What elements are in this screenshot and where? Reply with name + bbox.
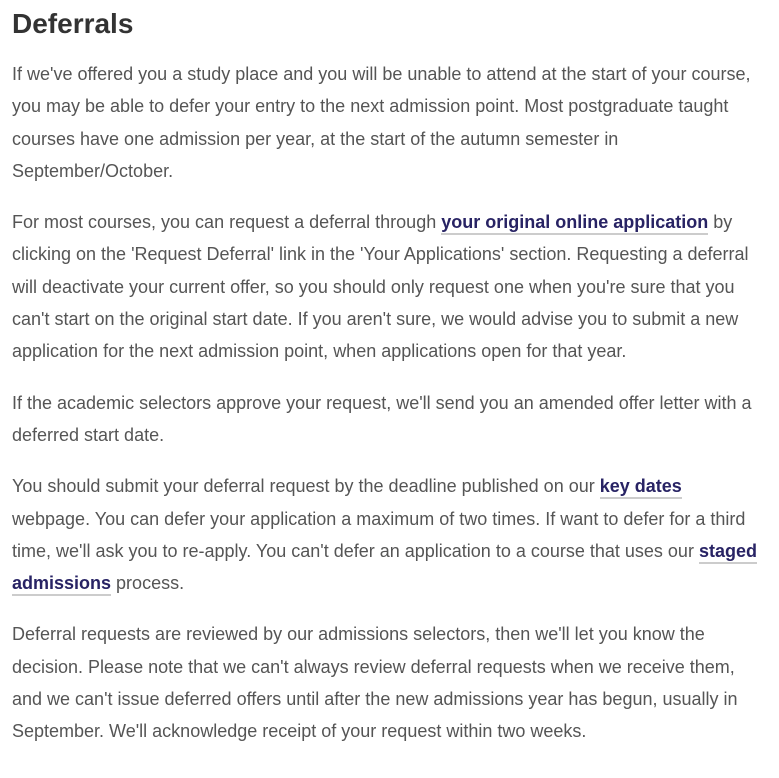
paragraph-text: You should submit your deferral request by the deadline published on our <box>12 476 600 497</box>
paragraph-text: by clicking on the 'Request Deferral' link in the 'Your Applications' section. Requesting a deferral will deactivate your current offer, so you should only request one when you're sure that you can't start on the original start date. If you aren't sure, we would advise you to submit a new application for the next admission point, when applications open for that year. <box>12 212 749 362</box>
paragraph-deadlines <box>12 470 760 599</box>
paragraph-text: For most courses, you can request a deferral through <box>12 212 442 233</box>
link-key-dates[interactable]: key dates <box>600 476 682 499</box>
paragraph-text: process. <box>111 573 185 594</box>
paragraph-approval <box>12 387 760 452</box>
paragraph-request-deferral <box>12 206 760 367</box>
link-original-online-application[interactable]: your original online application <box>441 212 708 235</box>
paragraph-text: webpage. You can defer your application a maximum of two times. If want to defer for a third time, we'll ask you to re-apply. You can't defer an application to a course that uses our <box>12 508 746 561</box>
paragraph-intro <box>12 58 760 187</box>
page-title: Deferrals <box>12 8 134 39</box>
paragraph-text: If the academic selectors approve your request, we'll send you an amended offer letter with a deferred start date. <box>12 392 752 445</box>
paragraph-text: Deferral requests are reviewed by our admissions selectors, then we'll let you know the decision. Please note that we can't always review deferral requests when we receive them, and we can't issue deferred offers until after the new admissions year has begun, usually in September. We'll acknowledge receipt of your request within two weeks. <box>12 624 738 742</box>
link-staged-admissions[interactable]: staged admissions <box>12 541 757 596</box>
paragraph-text: If we've offered you a study place and you will be unable to attend at the start of your course, you may be able to defer your entry to the next admission point. Most postgraduate taught courses have one admission per year, at the start of the autumn semester in September/October. <box>12 64 751 181</box>
paragraph-review-process <box>12 618 760 747</box>
